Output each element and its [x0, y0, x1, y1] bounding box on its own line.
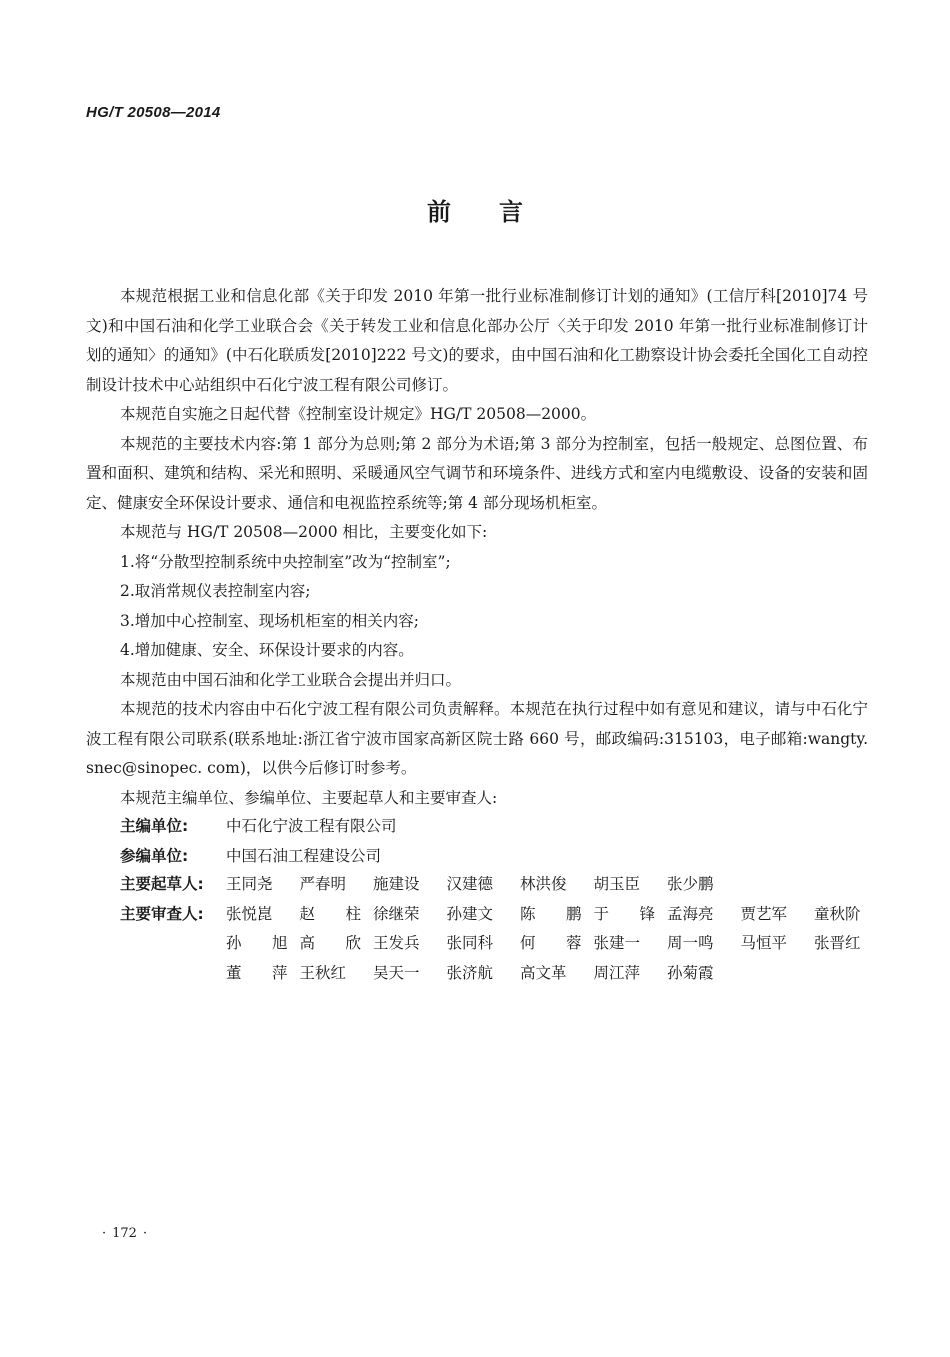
- person-name: 贾艺军: [740, 904, 788, 923]
- change-item-3: 3.增加中心控制室、现场机柜室的相关内容;: [120, 611, 420, 630]
- change-item-1: 1.将“分散型控制系统中央控制室”改为“控制室”;: [120, 552, 451, 571]
- chief-unit-value: 中石化宁波工程有限公司: [226, 817, 397, 835]
- reviewers-row: [226, 959, 888, 989]
- person-name: 王发兵: [373, 934, 420, 952]
- person-name: 周一鸣: [667, 934, 714, 952]
- person-name: 张晋红: [814, 934, 861, 952]
- paragraph-proposer: 本规范由中国石油和化学工业联合会提出并归口。: [120, 670, 462, 689]
- paragraph-replaces: 本规范自实施之日起代替《控制室设计规定》HG/T 20508—2000。: [120, 405, 597, 423]
- person-name: 周江萍: [593, 963, 641, 982]
- person-name: 于 锋: [593, 904, 655, 923]
- person-name: 汉建德: [446, 875, 494, 893]
- page-title: 前言: [427, 198, 571, 226]
- reviewers-row: [226, 929, 888, 959]
- co-unit-label: 参编单位:: [120, 846, 189, 865]
- people-block: [226, 870, 888, 988]
- person-name: 马恒平: [740, 934, 788, 952]
- person-name: 张济航: [446, 963, 494, 982]
- paragraph-contents: 本规范的主要技术内容:第 1 部分为总则;第 2 部分为术语;第 3 部分为控制室，包括一般规定、总图位置、布置和面积、建筑和结构、采光和照明、采暖通风空气调节和环境条件、进线方式和室内电缆敷设、设备的安装和固定、健康安全环保设计要求、通信和电视监控系统等;第 4 部分现场机柜室。: [86, 434, 868, 512]
- units-block: [120, 812, 397, 871]
- person-name: 王同尧: [226, 875, 273, 893]
- person-name: 张少鹏: [667, 875, 714, 893]
- person-name: 高 欣: [299, 934, 361, 952]
- person-name: 何 蓉: [520, 934, 582, 952]
- person-name: 赵 柱: [299, 904, 361, 923]
- reviewers-label: 主要审查人:: [120, 904, 204, 923]
- change-item-4: 4.增加健康、安全、环保设计要求的内容。: [120, 641, 414, 659]
- person-name: 孙菊霞: [667, 963, 714, 982]
- paragraph-units-intro: 本规范主编单位、参编单位、主要起草人和主要审查人:: [120, 788, 498, 807]
- co-unit-value: 中国石油工程建设公司: [226, 846, 382, 865]
- person-name: 孙 旭: [226, 934, 288, 952]
- person-name: 孙建文: [446, 904, 494, 923]
- chief-unit-label: 主编单位:: [120, 817, 189, 835]
- person-name: 施建设: [373, 875, 420, 893]
- person-name: 董 萍: [226, 963, 288, 982]
- person-name: 徐继荣: [373, 904, 420, 923]
- page-number-value: 172: [112, 1226, 137, 1241]
- chief-unit-row: [120, 812, 397, 842]
- person-name: 童秋阶: [814, 904, 861, 923]
- page-number: · 172 ·: [102, 1226, 148, 1241]
- change-item-2: 2.取消常规仪表控制室内容;: [120, 582, 311, 600]
- drafters-row: [226, 870, 888, 900]
- person-name: 孟海亮: [667, 904, 714, 923]
- preface-body: [86, 282, 868, 813]
- standard-code: HG/T 20508—2014: [86, 104, 221, 121]
- paragraph-changes-intro: 本规范与 HG/T 20508—2000 相比，主要变化如下:: [120, 523, 488, 541]
- paragraph-interpretation: 本规范的技术内容由中石化宁波工程有限公司负责解释。本规范在执行过程中如有意见和建议，请与中石化宁波工程有限公司联系(联系地址:浙江省宁波市国家高新区院士路 660 号，邮政编码:315103，电子邮箱:wangty. snec@sinopec. com)，以供今后修订时参考。: [86, 700, 868, 777]
- person-name: 胡玉臣: [593, 875, 641, 893]
- person-name: 王秋红: [299, 963, 347, 982]
- person-name: 严春明: [299, 875, 347, 893]
- person-name: 张悦崑: [226, 904, 273, 923]
- drafters-label: 主要起草人:: [120, 875, 204, 893]
- person-name: 吴天一: [373, 963, 420, 982]
- co-unit-row: [120, 842, 397, 872]
- reviewers-row: [226, 900, 888, 930]
- paragraph-basis: 本规范根据工业和信息化部《关于印发 2010 年第一批行业标准制修订计划的通知》(工信厅科[2010]74 号文)和中国石油和化学工业联合会《关于转发工业和信息化部办公厅〈关于印发 2010 年第一批行业标准制修订计划的通知〉的通知》(中石化联质发[2010]222 号文)的要求，由中国石油和化工勘察设计协会委托全国化工自动控制设计技术中心站组织中石化宁波工程有限公司修订。: [86, 287, 868, 394]
- person-name: 林洪俊: [520, 875, 567, 893]
- person-name: 陈 鹏: [520, 904, 582, 923]
- person-name: 张建一: [593, 934, 641, 952]
- person-name: 张同科: [446, 934, 494, 952]
- person-name: 高文革: [520, 963, 567, 982]
